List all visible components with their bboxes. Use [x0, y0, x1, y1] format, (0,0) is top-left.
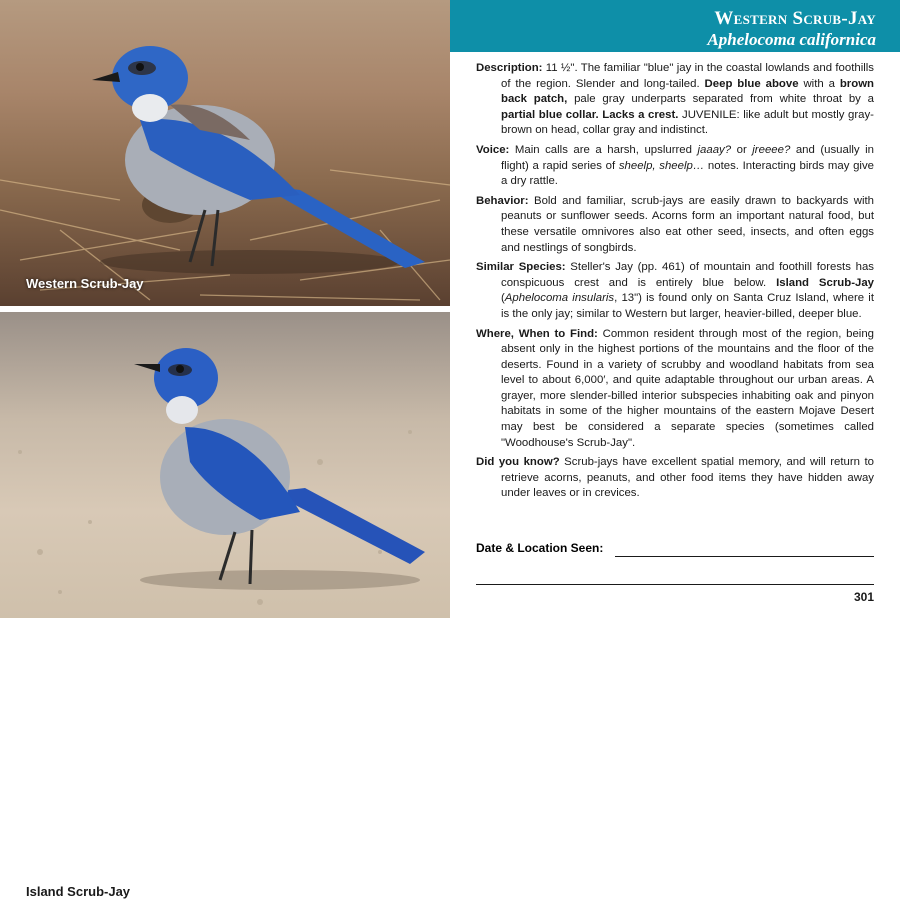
- similar-species-entry: [476, 260, 874, 322]
- photo-caption-island: Island Scrub-Jay: [26, 884, 131, 899]
- did-you-know-text: Scrub-jays have excellent spatial memory, and will return to retrieve acorns, peanuts, and other food items they have hidden away under leaves or in crevices.: [501, 456, 874, 500]
- similar-species-text-3: , 13") is found only on Santa Cruz Island, where it is the only jay; similar to Western but larger, heavier-billed, deeper blue.: [501, 292, 874, 320]
- species-common-name: Western Scrub-Jay: [714, 8, 876, 29]
- date-location-row: [476, 541, 874, 559]
- western-scrub-jay-illustration: [0, 0, 450, 306]
- voice-text-4: notes. Interacting birds may give a dry rattle.: [501, 159, 874, 188]
- island-scrub-jay-photo: [0, 312, 450, 899]
- species-scientific-name: Aphelocoma californica: [707, 30, 876, 49]
- voice-text-2: or: [731, 143, 753, 156]
- did-you-know-label: Did you know?: [476, 456, 560, 469]
- similar-species-text-1: Steller's Jay (pp. 461) of mountain and foothill forests has conspicuous crest and is entirely blue below.: [501, 261, 874, 289]
- photo-caption-western: Western Scrub-Jay: [26, 276, 144, 291]
- voice-text-3: and (usually in flight) a rapid series of: [501, 143, 874, 172]
- species-account: [476, 61, 874, 506]
- voice-call-2: jreeee?: [752, 143, 791, 156]
- where-when-entry: [476, 327, 874, 452]
- description-text-3: pale gray underparts separated from white throat by a: [567, 93, 874, 106]
- footer-rule: [476, 584, 874, 585]
- similar-species-bold-1: Island Scrub-Jay: [776, 276, 874, 289]
- voice-text-1: Main calls are a harsh, upslurred: [509, 143, 698, 156]
- description-bold-2: brown back patch,: [501, 77, 875, 106]
- description-bold-1: Deep blue above: [704, 77, 799, 90]
- similar-species-label: Similar Species:: [476, 261, 566, 274]
- description-bold-3: partial blue collar. Lacks a crest.: [501, 108, 679, 121]
- island-scrub-jay-illustration: [0, 312, 450, 618]
- similar-species-scientific: Aphelocoma insularis: [504, 292, 615, 305]
- voice-label: Voice:: [476, 143, 510, 156]
- description-entry: [476, 61, 874, 139]
- description-text-1: 11 ½". The familiar "blue" jay in the coastal lowlands and foothills of the region. Slender and long-tailed.: [501, 62, 874, 90]
- where-when-label: Where, When to Find:: [476, 327, 598, 340]
- page-number: 301: [853, 590, 874, 604]
- voice-call-1: jaaay?: [697, 143, 732, 156]
- species-header-banner: [450, 0, 900, 52]
- similar-species-text-2: (: [501, 292, 505, 305]
- western-scrub-jay-photo: [0, 0, 450, 306]
- behavior-label: Behavior:: [476, 194, 529, 207]
- where-when-text: Common resident through most of the region, being absent only in the highest portions of the mountains and the floor of the deserts. Found in a variety of scrubby and woodland habitats from sea level to about 6,000′, and quite adaptable throughout our urban areas. A grayer, more slender-billed interior subspecies inhabiting oak and pinyon habitats in some of the higher mountains of the eastern Mojave Desert may best be considered a separate species (sometimes called "Woodhouse's Scrub-Jay".: [501, 327, 874, 449]
- behavior-text: Bold and familiar, scrub-jays are easily drawn to backyards with peanuts or sunflower seeds. Acorns form an important natural food, but these versatile omnivores also eat other seed, insects, and often eggs and nestlings of songbirds.: [501, 194, 874, 254]
- description-text-4: JUVENILE: like adult but mostly gray-brown on head, collar gray and indistinct.: [501, 108, 874, 137]
- did-you-know-entry: [476, 455, 874, 502]
- behavior-entry: [476, 194, 874, 256]
- voice-call-3: sheelp, sheelp…: [618, 159, 705, 172]
- description-label: Description:: [476, 62, 543, 74]
- description-text-2: with a: [798, 77, 840, 90]
- date-location-label: Date & Location Seen:: [476, 541, 604, 555]
- voice-entry: [476, 143, 874, 190]
- date-location-write-line: [615, 556, 874, 557]
